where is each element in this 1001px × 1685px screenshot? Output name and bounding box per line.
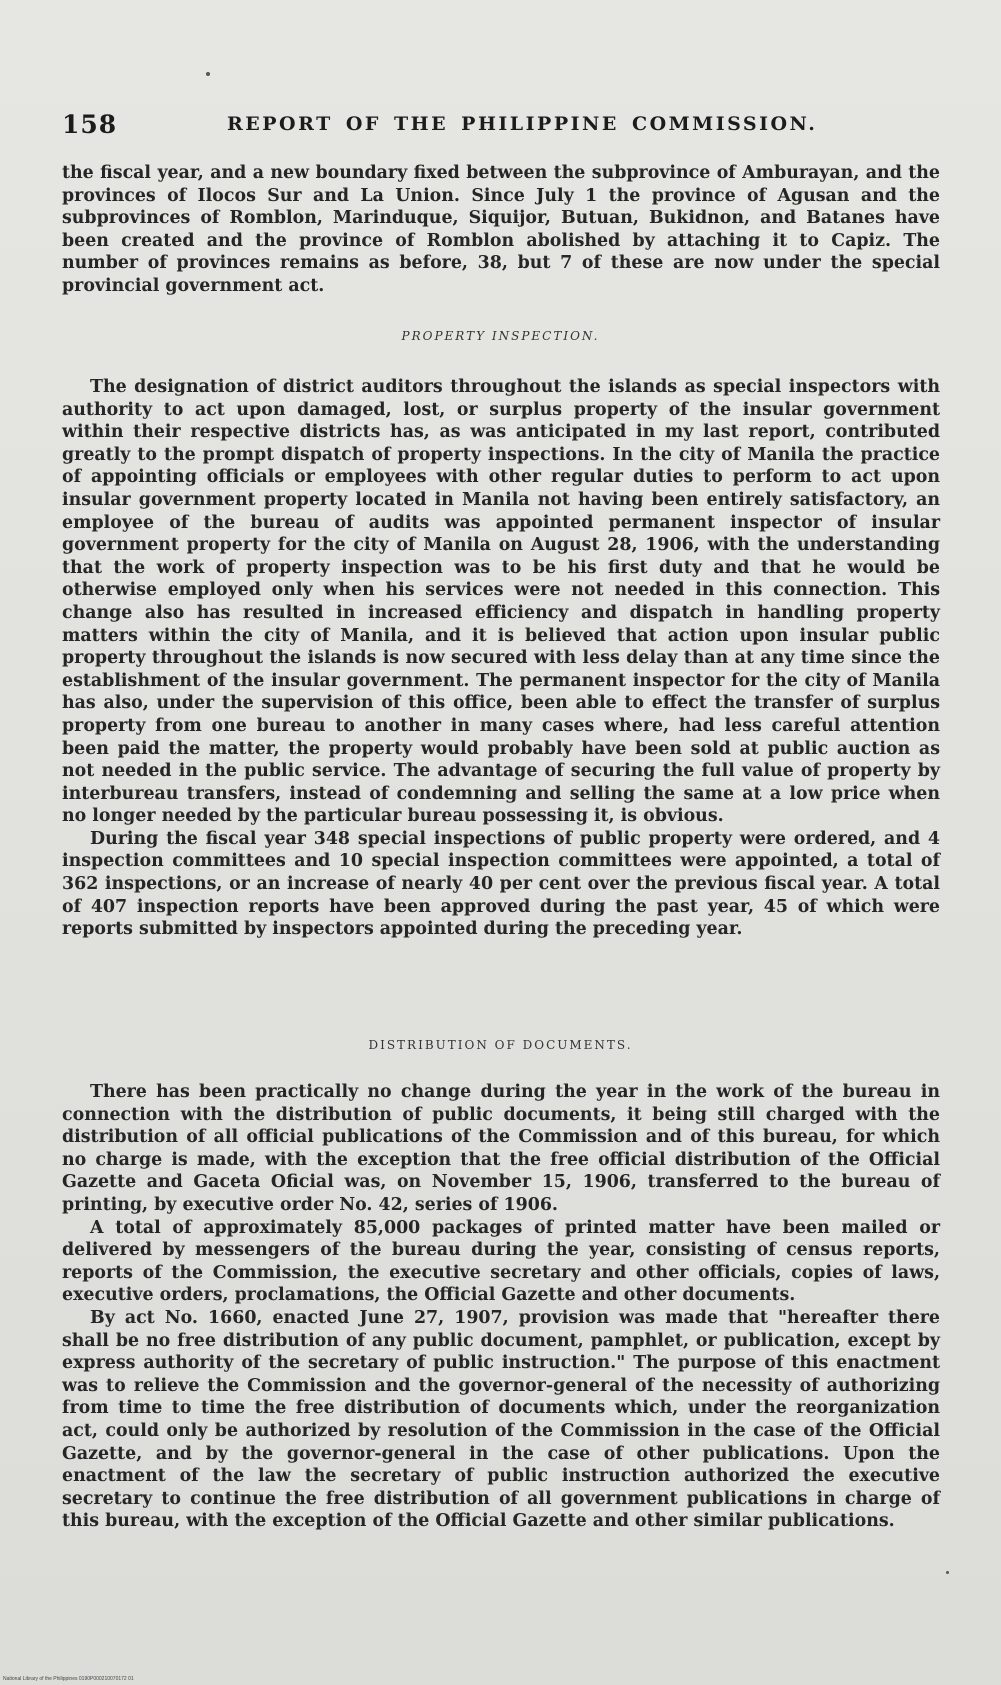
section-heading-distribution-of-documents: DISTRIBUTION OF DOCUMENTS. [368, 1038, 633, 1052]
running-title: REPORT OF THE PHILIPPINE COMMISSION. [227, 113, 818, 135]
paragraph: During the fiscal year 348 special inspections of public property were ordered, and 4 inspection committees and 10 special inspection committees were appointed, a total of 362 inspections, or an increase of nearly 40 per cent over the previous fiscal year. A total of 407 inspection reports have been approved during the past year, 45 of which were reports submitted by inspectors appointed during the preceding year. [62, 828, 940, 940]
property-inspection-block [62, 376, 940, 941]
section-heading-property-inspection: PROPERTY INSPECTION. [401, 329, 600, 343]
scan-speck [206, 72, 210, 76]
paragraph: By act No. 1660, enacted June 27, 1907, provision was made that "hereafter there shall be no free distribution of any public document, pamphlet, or publication, except by express authority of the secretary of public instruction." The purpose of this enactment was to relieve the Commission and the governor-general of the necessity of authorizing from time to time the free distribution of documents which, under the reorganization act, could only be authorized by resolution of the Commission in the case of the Official Gazette, and by the governor-general in the case of other publications. Upon the enactment of the law the secretary of public instruction authorized the executive secretary to continue the free distribution of all government publications in charge of this bureau, with the exception of the Official Gazette and other similar publications. [62, 1307, 940, 1532]
intro-block [62, 162, 940, 298]
page-header [62, 110, 942, 142]
paragraph: There has been practically no change during the year in the work of the bureau in connection with the distribution of public documents, it being still charged with the distribution of all official publications of the Commission and of this bureau, for which no charge is made, with the exception that the free official distribution of the Official Gazette and Gaceta Oficial was, on November 15, 1906, transferred to the bureau of printing, by executive order No. 42, series of 1906. [62, 1082, 940, 1215]
intro-paragraph: the fiscal year, and a new boundary fixed between the subprovince of Amburayan, and the provinces of Ilocos Sur and La Union. Since July 1 the province of Agusan and the subprovinces of Romblon, Marinduque, Siquijor, Butuan, Bukidnon, and Batanes have been created and the province of Romblon abolished by attaching it to Capiz. The number of provinces remains as before, 38, but 7 of these are now under the special provincial government act. [62, 163, 940, 296]
page-number: 158 [62, 110, 118, 139]
paragraph: A total of approximately 85,000 packages of printed matter have been mailed or delivered by messengers of the bureau during the year, consisting of census reports, reports of the Commission, the executive secretary and other officials, copies of laws, executive orders, proclamations, the Official Gazette and other documents. [62, 1217, 940, 1306]
distribution-of-documents-block [62, 1081, 940, 1533]
scan-credit: National Library of the Philippines 0190P000210070172 01 [3, 1676, 134, 1682]
scan-speck [946, 1571, 949, 1574]
paragraph: The designation of district auditors throughout the islands as special inspectors with authority to act upon damaged, lost, or surplus property of the insular government within their respective districts has, as was anticipated in my last report, contributed greatly to the prompt dispatch of property inspections. In the city of Manila the practice of appointing officials or employees with other regular duties to perform to act upon insular government property located in Manila not having been entirely satisfactory, an employee of the bureau of audits was appointed permanent inspector of insular government property for the city of Manila on August 28, 1906, with the understanding that the work of property inspection was to be his first duty and that he would be otherwise employed only when his services were not needed in this connection. This change also has resulted in increased efficiency and dispatch in handling property matters within the city of Manila, and it is believed that action upon insular public property throughout the islands is now secured with less delay than at any time since the establishment of the insular government. The permanent inspector for the city of Manila has also, under the supervision of this office, been able to effect the transfer of surplus property from one bureau to another in many cases where, had less careful attention been paid the matter, the property would probably have been sold at public auction as not needed in the public service. The advantage of securing the full value of property by interbureau transfers, instead of condemning and selling the same at a low price when no longer needed by the particular bureau possessing it, is obvious. [62, 377, 940, 827]
